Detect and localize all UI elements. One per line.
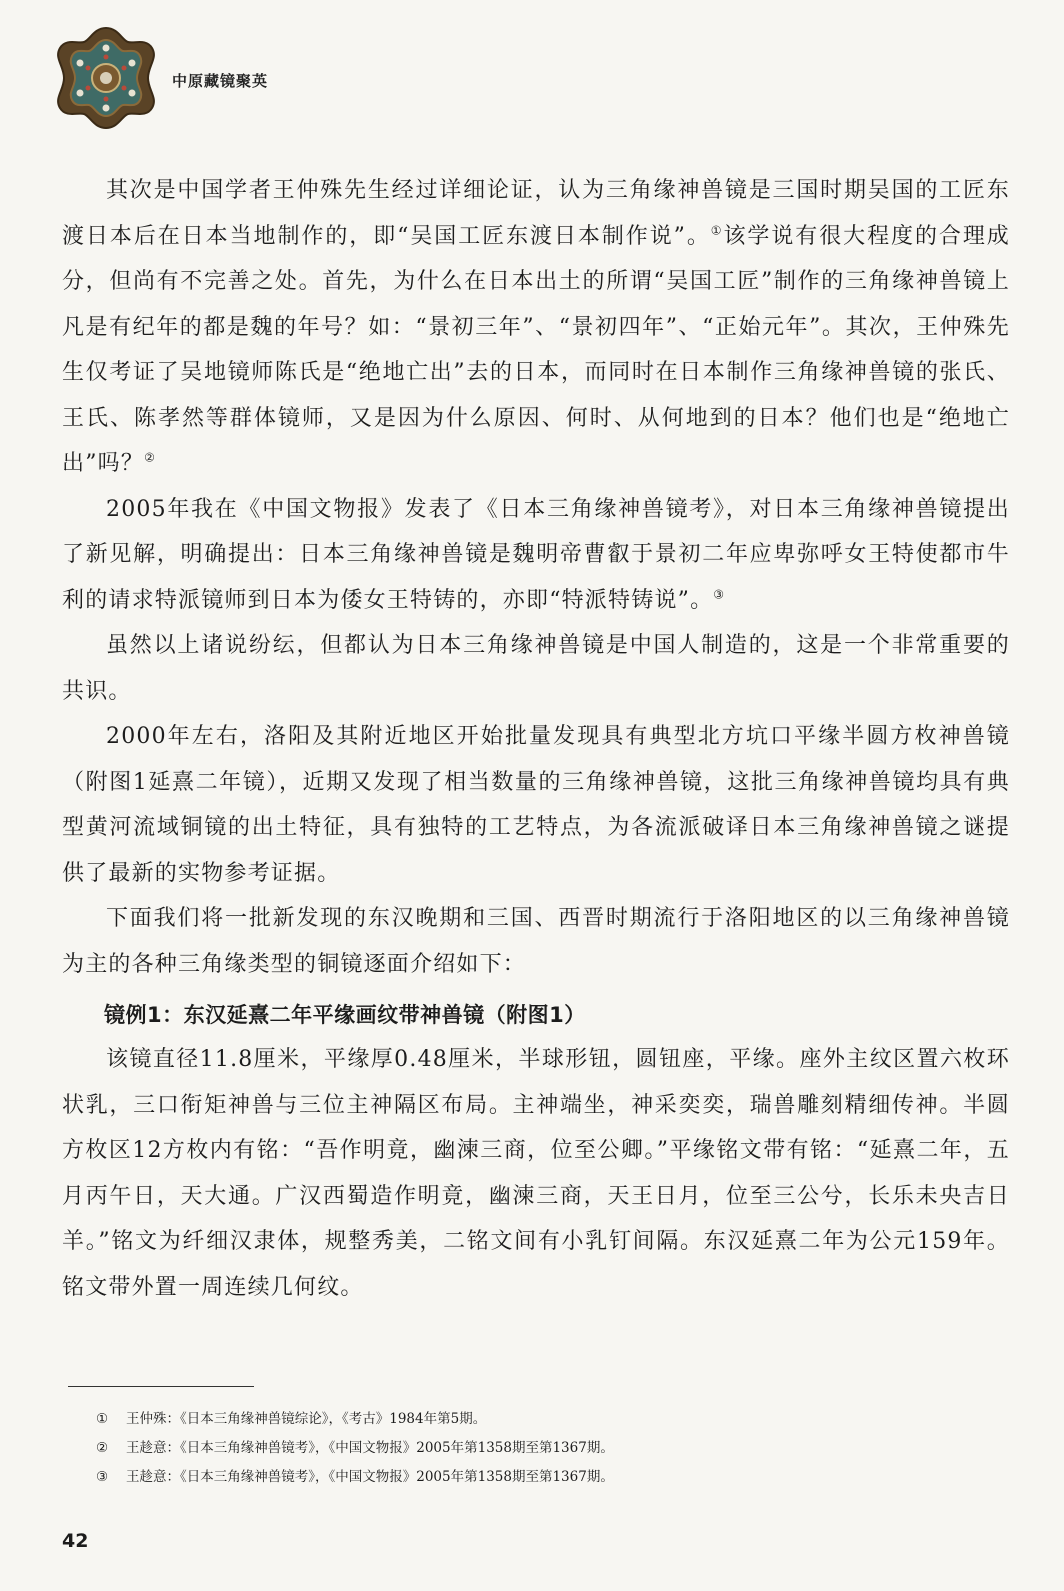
footnote-ref-1[interactable]: ① xyxy=(710,223,724,238)
footnote-divider xyxy=(68,1386,254,1387)
footnote-item: ③ 王趁意：《日本三角缘神兽镜考》，《中国文物报》2005年第1358期至第1367期。 xyxy=(96,1469,614,1485)
paragraph-5: 下面我们将一批新发现的东汉晚期和三国、西晋时期流行于洛阳地区的以三角缘神兽镜为主的各种三角缘类型的铜镜逐面介绍如下： xyxy=(62,906,1010,977)
paragraph-6: 该镜直径11.8厘米，平缘厚0.48厘米，半球形钮，圆钮座，平缘。座外主纹区置六枚环状乳，三口衔矩神兽与三位主神隔区布局。主神端坐，神采奕奕，瑞兽雕刻精细传神。半圆方枚区12方枚内有铭：“吾作明竟，幽湅三商，位至公卿。”平缘铭文带有铭：“延熹二年，五月丙午日，天大通。广汉西蜀造作明竟，幽湅三商，天王日月，位至三公兮，长乐未央吉日羊。”铭文为纤细汉隶体，规整秀美，二铭文间有小乳钉间隔。东汉延熹二年为公元159年。铭文带外置一周连续几何纹。 xyxy=(62,1047,1010,1300)
footnote-item: ① 王仲殊：《日本三角缘神兽镜综论》，《考古》1984年第5期。 xyxy=(96,1411,487,1427)
ornate-floral-mirror-icon xyxy=(52,24,160,132)
footnote-ref-2[interactable]: ② xyxy=(144,450,157,465)
page-number: 42 xyxy=(62,1530,89,1552)
footnote-ref-3[interactable]: ③ xyxy=(713,587,726,602)
article-body xyxy=(62,168,1010,1310)
book-title: 中原藏镜聚英 xyxy=(172,72,269,90)
paragraph-1: 其次是中国学者王仲殊先生经过详细论证，认为三角缘神兽镜是三国时期吴国的工匠东渡日本后在日本当地制作的，即“吴国工匠东渡日本制作说”。①该学说有很大程度的合理成分，但尚有不完善之处。首先，为什么在日本出土的所谓“吴国工匠”制作的三角缘神兽镜上凡是有纪年的都是魏的年号？如：“景初三年”、“景初四年”、“正始元年”。其次，王仲殊先生仅考证了吴地镜师陈氏是“绝地亡出”去的日本，而同时在日本制作三角缘神兽镜的张氏、王氏、陈孝然等群体镜师，又是因为什么原因、何时、从何地到的日本？他们也是“绝地亡出”吗？② xyxy=(62,178,1010,476)
paragraph-2: 2005年我在《中国文物报》发表了《日本三角缘神兽镜考》，对日本三角缘神兽镜提出了新见解，明确提出：日本三角缘神兽镜是魏明帝曹叡于景初二年应卑弥呼女王特使都市牛利的请求特派镜师到日本为倭女王特铸的，亦即“特派特铸说”。③ xyxy=(62,496,1010,613)
paragraph-4: 2000年左右，洛阳及其附近地区开始批量发现具有典型北方坑口平缘半圆方枚神兽镜（附图1延熹二年镜），近期又发现了相当数量的三角缘神兽镜，这批三角缘神兽镜均具有典型黄河流域铜镜的出土特征，具有独特的工艺特点，为各流派破译日本三角缘神兽镜之谜提供了最新的实物参考证据。 xyxy=(62,724,1010,886)
paragraph-3: 虽然以上诸说纷纭，但都认为日本三角缘神兽镜是中国人制造的，这是一个非常重要的共识。 xyxy=(62,633,1010,704)
page-header xyxy=(52,24,452,134)
footnote-item: ② 王趁意：《日本三角缘神兽镜考》，《中国文物报》2005年第1358期至第1367期。 xyxy=(96,1440,614,1456)
mirror-example-heading: 镜例1：东汉延熹二年平缘画纹带神兽镜（附图1） xyxy=(104,1003,586,1027)
footnotes xyxy=(96,1405,996,1492)
